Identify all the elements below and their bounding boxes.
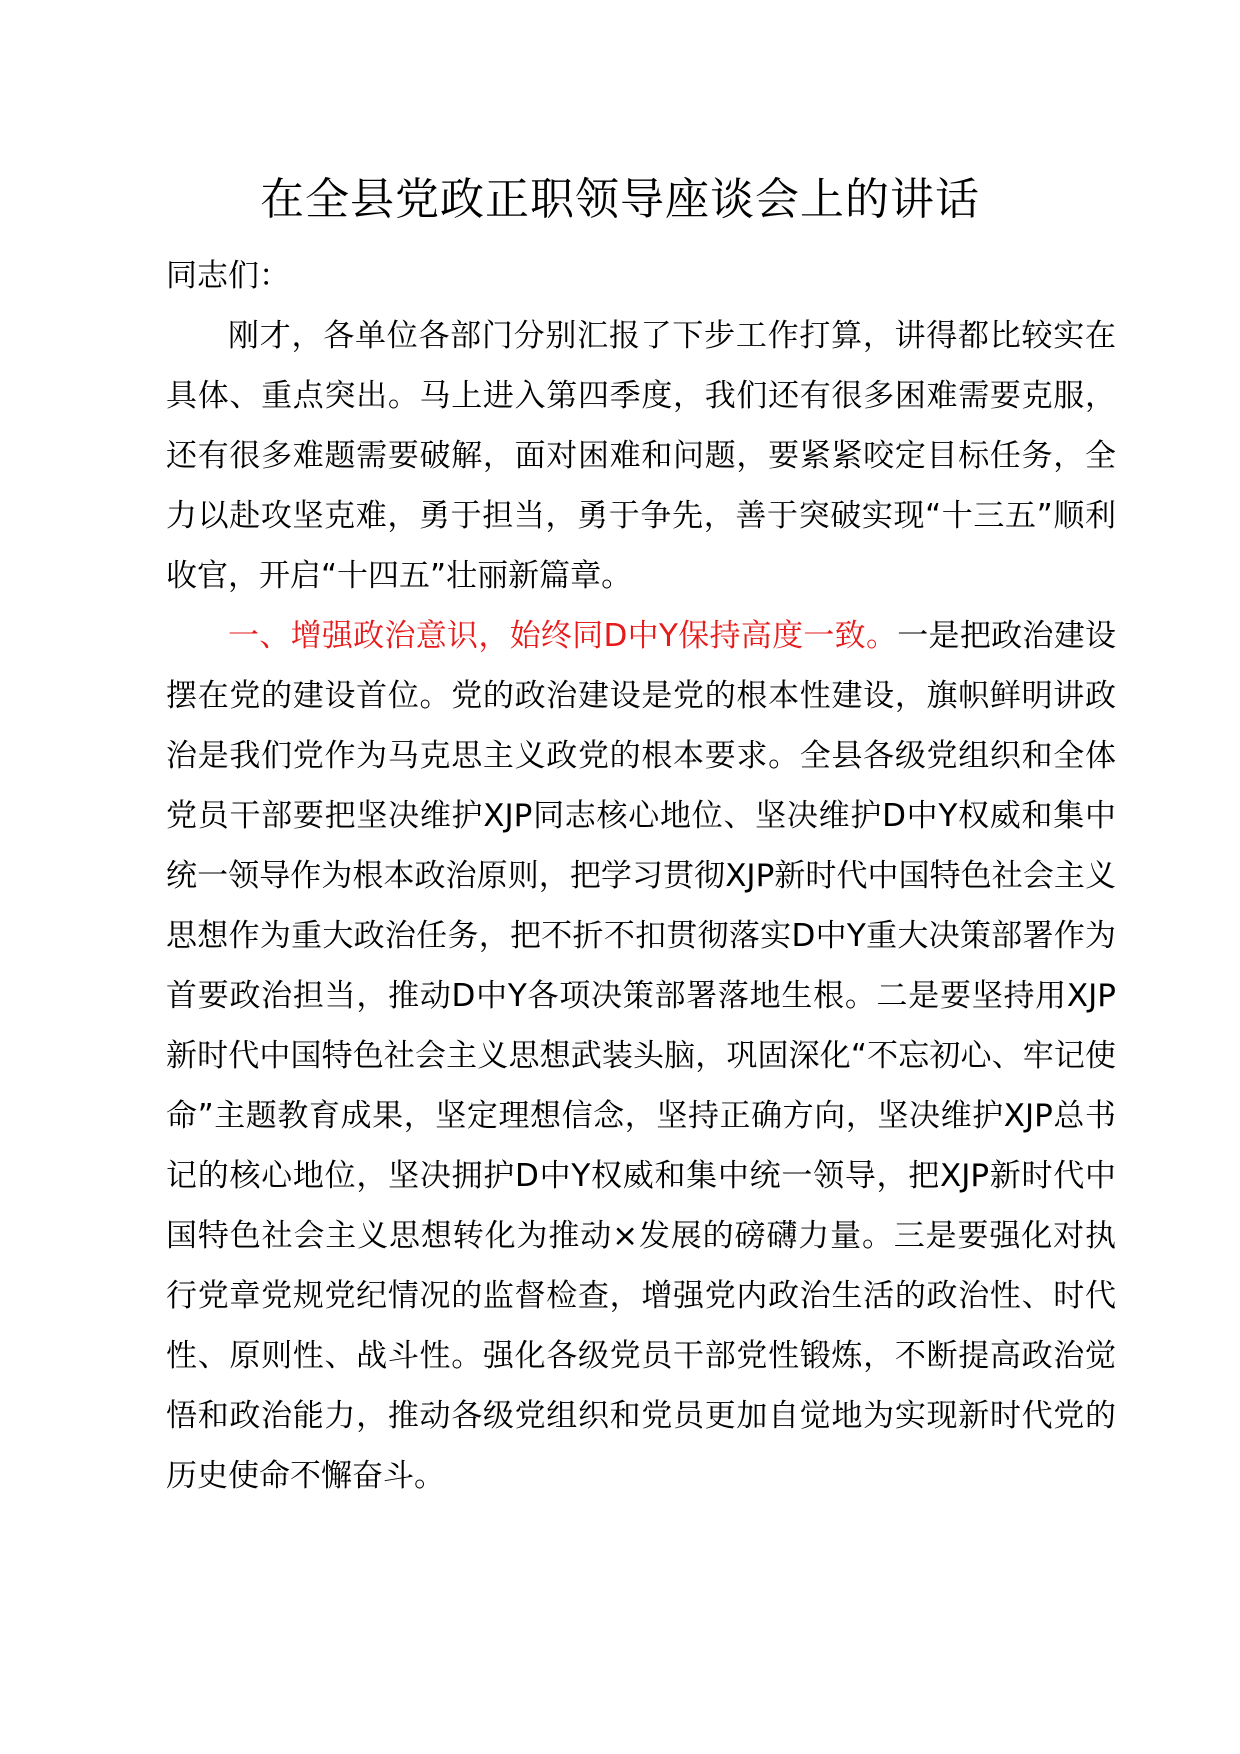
- paragraph-section-1: [166, 606, 1116, 1506]
- paragraph-intro: 刚才，各单位各部门分别汇报了下步工作打算，讲得都比较实在具体、重点突出。马上进入第四季度，我们还有很多困难需要克服，还有很多难题需要破解，面对困难和问题，要紧紧咬定目标任务，全力以赴攻坚克难，勇于担当，勇于争先，善于突破实现“十三五”顺利收官，开启“十四五”壮丽新篇章。: [166, 318, 1116, 594]
- section-1-heading: 一、增强政治意识，始终同D中Y保持高度一致。: [228, 618, 898, 654]
- section-1-body: 一是把政治建设摆在党的建设首位。党的政治建设是党的根本性建设，旗帜鲜明讲政治是我们党作为马克思主义政党的根本要求。全县各级党组织和全体党员干部要把坚决维护XJP同志核心地位、坚决维护D中Y权威和集中统一领导作为根本政治原则，把学习贯彻XJP新时代中国特色社会主义思想作为重大政治任务，把不折不扣贯彻落实D中Y重大决策部署作为首要政治担当，推动D中Y各项决策部署落地生根。二是要坚持用XJP新时代中国特色社会主义思想武装头脑，巩固深化“不忘初心、牢记使命”主题教育成果，坚定理想信念，坚持正确方向，坚决维护XJP总书记的核心地位，坚决拥护D中Y权威和集中统一领导，把XJP新时代中国特色社会主义思想转化为推动×发展的磅礴力量。三是要强化对执行党章党规党纪情况的监督检查，增强党内政治生活的政治性、时代性、原则性、战斗性。强化各级党员干部党性锻炼，不断提高政治觉悟和政治能力，推动各级党组织和党员更加自觉地为实现新时代党的历史使命不懈奋斗。: [166, 618, 1117, 1494]
- salutation: 同志们：: [166, 258, 290, 294]
- document-title: 在全县党政正职领导座谈会上的讲话: [260, 174, 980, 225]
- document-body: [166, 246, 1116, 1506]
